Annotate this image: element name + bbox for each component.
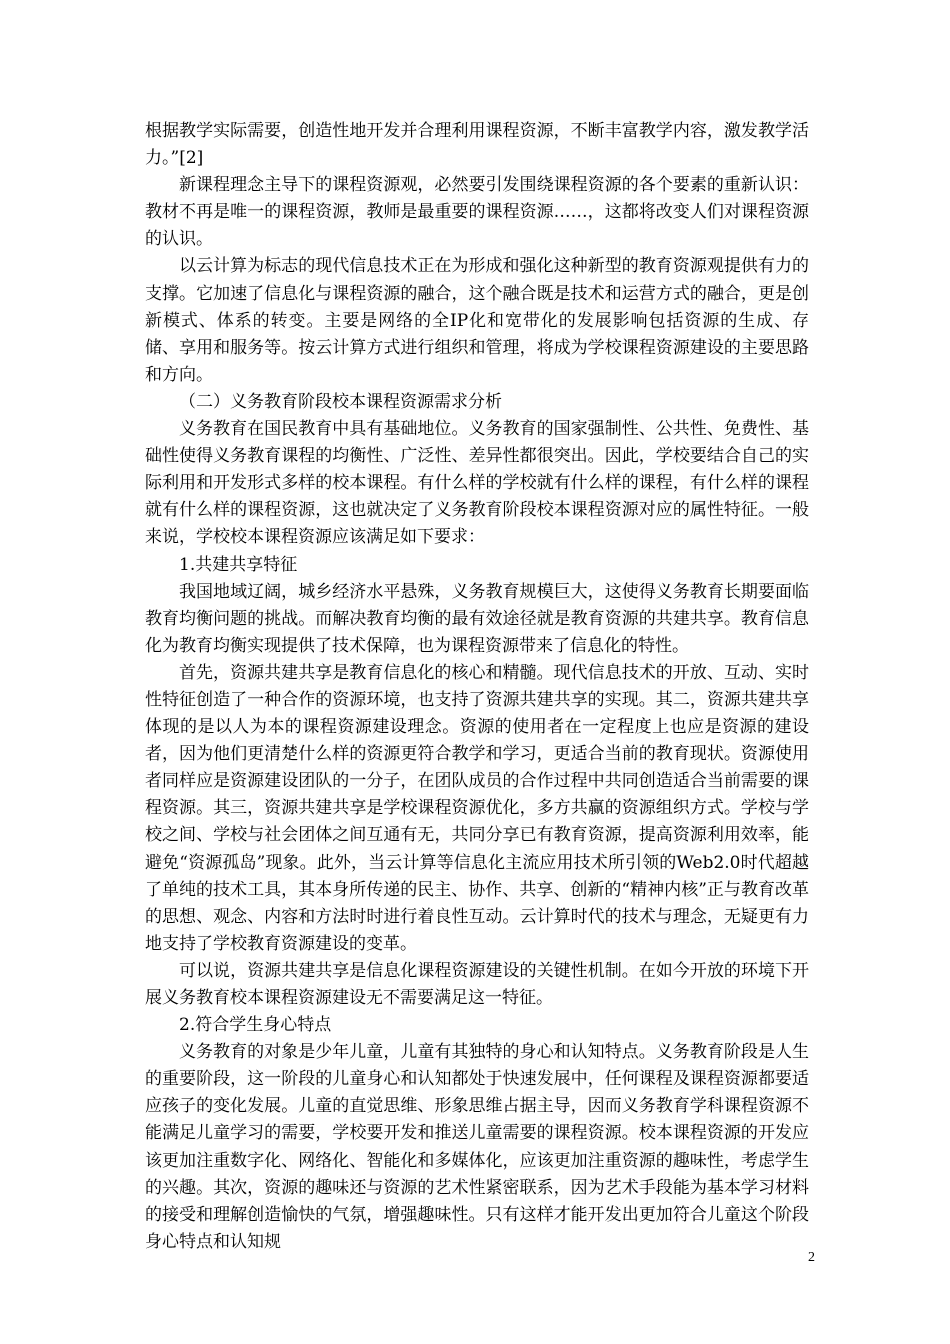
paragraph: 义务教育在国民教育中具有基础地位。义务教育的国家强制性、公共性、免费性、基础性使得义务教育课程的均衡性、广泛性、差异性都很突出。因此，学校要结合自己的实际利用和开发形式多样的校本课程。有什么样的学校就有什么样的课程，有什么样的课程就有什么样的课程资源，这也就决定了义务教育阶段校本课程资源对应的属性特征。一般来说，学校校本课程资源应该满足如下要求： bbox=[145, 419, 809, 548]
paragraph: 以云计算为标志的现代信息技术正在为形成和强化这种新型的教育资源观提供有力的支撑。它加速了信息化与课程资源的融合，这个融合既是技术和运营方式的融合，更是创新模式、体系的转变。主要是网络的全IP化和宽带化的发展影响包括资源的生成、存储、享用和服务等。按云计算方式进行组织和管理，将成为学校课程资源建设的主要思路和方向。 bbox=[145, 256, 809, 385]
paragraph: 首先，资源共建共享是教育信息化的核心和精髓。现代信息技术的开放、互动、实时性特征创造了一种合作的资源环境，也支持了资源共建共享的实现。其二，资源共建共享体现的是以人为本的课程资源建设理念。资源的使用者在一定程度上也应是资源的建设者，因为他们更清楚什么样的资源更符合教学和学习，更适合当前的教育现状。资源使用者同样应是资源建设团队的一分子，在团队成员的合作过程中共同创造适合当前需要的课程资源。其三，资源共建共享是学校课程资源优化，多方共赢的资源组织方式。学校与学校之间、学校与社会团体之间互通有无，共同分享已有教育资源，提高资源利用效率，能避免“资源孤岛”现象。此外，当云计算等信息化主流应用技术所引领的Web2.0时代超越了单纯的技术工具，其本身所传递的民主、协作、共享、创新的“精神内核”正与教育改革的思想、观念、内容和方法时时进行着良性互动。云计算时代的技术与理念，无疑更有力地支持了学校教育资源建设的变革。 bbox=[145, 662, 809, 954]
paragraph-continuation: 根据教学实际需要，创造性地开发并合理利用课程资源，不断丰富教学内容，激发教学活力。”[2] bbox=[145, 121, 809, 169]
page-body bbox=[145, 118, 809, 1256]
paragraph: 新课程理念主导下的课程资源观，必然要引发围绕课程资源的各个要素的重新认识：教材不再是唯一的课程资源，教师是最重要的课程资源……，这都将改变人们对课程资源的认识。 bbox=[145, 175, 809, 250]
paragraph: 可以说，资源共建共享是信息化课程资源建设的关键性机制。在如今开放的环境下开展义务教育校本课程资源建设无不需要满足这一特征。 bbox=[145, 960, 809, 1008]
subsection-heading: 2.符合学生身心特点 bbox=[179, 1015, 332, 1036]
page-number: 2 bbox=[808, 1250, 815, 1265]
paragraph: 义务教育的对象是少年儿童，儿童有其独特的身心和认知特点。义务教育阶段是人生的重要阶段，这一阶段的儿童身心和认知都处于快速发展中，任何课程及课程资源都要适应孩子的变化发展。儿童的直觉思维、形象思维占据主导，因而义务教育学科课程资源不能满足儿童学习的需要，学校要开发和推送儿童需要的课程资源。校本课程资源的开发应该更加注重数字化、网络化、智能化和多媒体化，应该更加注重资源的趣味性，考虑学生的兴趣。其次，资源的趣味还与资源的艺术性紧密联系，因为艺术手段能为基本学习材料的接受和理解创造愉快的气氛，增强趣味性。只有这样才能开发出更加符合儿童这个阶段身心特点和认知规 bbox=[145, 1042, 809, 1252]
section-heading: （二）义务教育阶段校本课程资源需求分析 bbox=[179, 391, 502, 412]
paragraph: 我国地域辽阔，城乡经济水平悬殊，义务教育规模巨大，这使得义务教育长期要面临教育均衡问题的挑战。而解决教育均衡的最有效途径就是教育资源的共建共享。教育信息化为教育均衡实现提供了技术保障，也为课程资源带来了信息化的特性。 bbox=[145, 581, 809, 656]
subsection-heading: 1.共建共享特征 bbox=[179, 554, 298, 575]
